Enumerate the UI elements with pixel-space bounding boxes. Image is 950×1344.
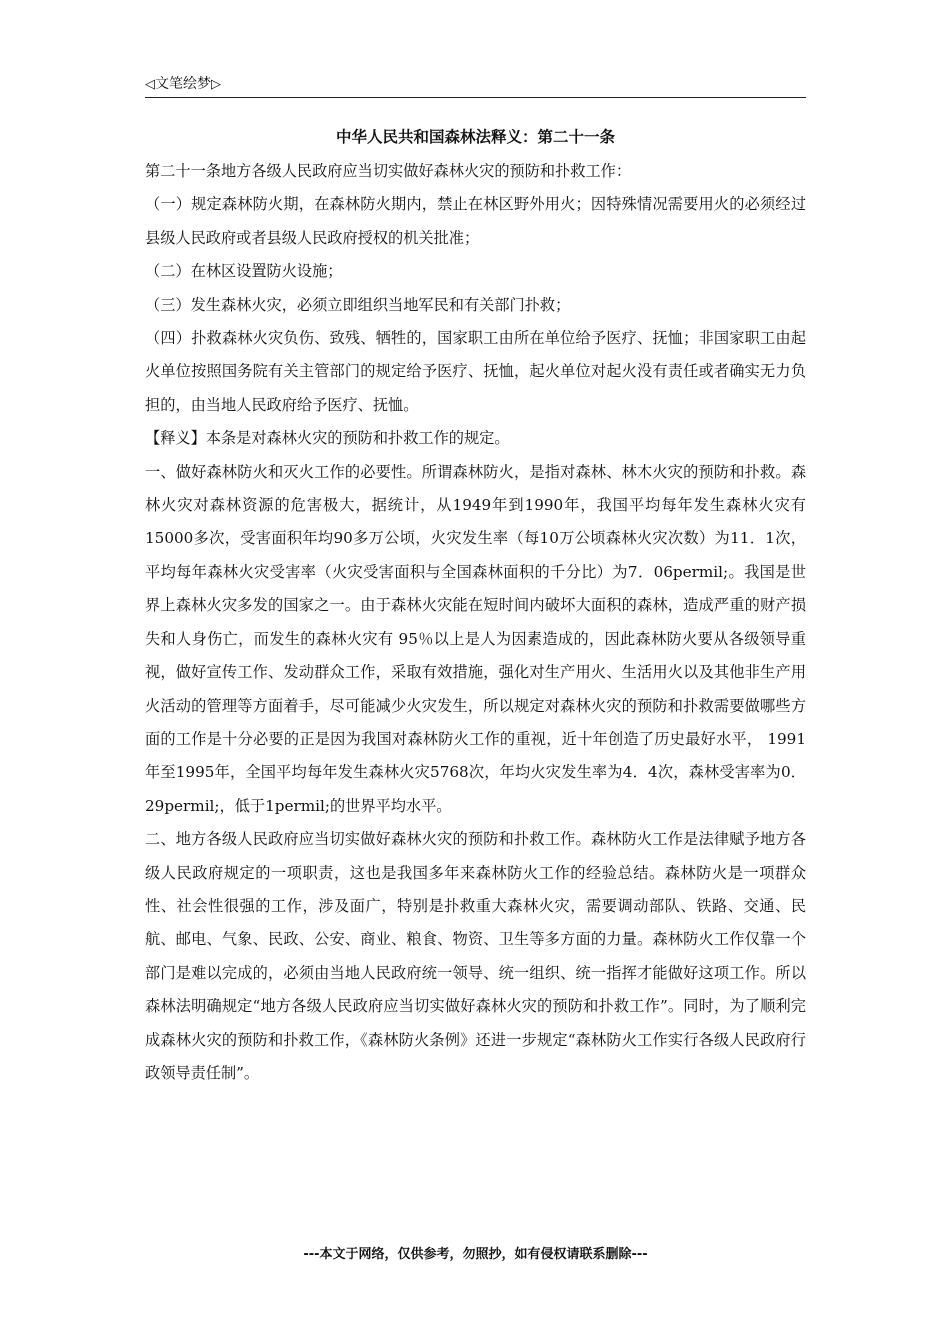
- paragraph-section-2: 二、地方各级人民政府应当切实做好森林火灾的预防和扑救工作。森林防火工作是法律赋予地方各级人民政府规定的一项职责，这也是我国多年来森林防火工作的经验总结。森林防火是一项群众性、社会性很强的工作，涉及面广，特别是扑救重大森林火灾，需要调动部队、铁路、交通、民航、邮电、气象、民政、公安、商业、粮食、物资、卫生等多方面的力量。森林防火工作仅靠一个部门是难以完成的，必须由当地人民政府统一领导、统一组织、统一指挥才能做好这项工作。所以森林法明确规定“地方各级人民政府应当切实做好森林火灾的预防和扑救工作”。同时，为了顺利完成森林火灾的预防和扑救工作，《森林防火条例》还进一步规定“森林防火工作实行各级人民政府行政领导责任制”。: [145, 830, 806, 1082]
- paragraph-item-2: （二）在林区设置防火设施；: [145, 262, 343, 281]
- left-triangle-icon: ◁: [145, 77, 155, 92]
- page-footer-notice: ---本文于网络，仅供参考，勿照抄，如有侵权请联系删除---: [303, 1247, 648, 1262]
- header-brand: 文笔绘梦: [155, 76, 211, 92]
- document-body: [145, 155, 806, 1090]
- paragraph-section-1: 一、做好森林防火和灭火工作的必要性。所谓森林防火，是指对森林、林木火灾的预防和扑救。森林火灾对森林资源的危害极大，据统计，从1949年到1990年，我国平均每年发生森林火灾有15000多次，受害面积年均90多万公顷，火灾发生率（每10万公顷森林火灾次数）为11．1次，平均每年森林火灾受害率（火灾受害面积与全国森林面积的千分比）为7．06permil;。我国是世界上森林火灾多发的国家之一。由于森林火灾能在短时间内破坏大面积的森林，造成严重的财产损失和人身伤亡，而发生的森林火灾有 95％以上是人为因素造成的，因此森林防火要从各级领导重视，做好宣传工作、发动群众工作，采取有效措施，强化对生产用火、生活用火以及其他非生产用火活动的管理等方面着手，尽可能减少火灾发生，所以规定对森林火灾的预防和扑救需要做哪些方面的工作是十分必要的正是因为我国对森林防火工作的重视，近十年创造了历史最好水平， 1991年至1995年，全国平均每年发生森林火灾5768次，年均火灾发生率为4．4次，森林受害率为0．29permil;，低于1permil;的世界平均水平。: [145, 462, 806, 815]
- paragraph-item-3: （三）发生森林火灾，必须立即组织当地军民和有关部门扑救；: [145, 295, 571, 314]
- paragraph-interpretation: 【释义】本条是对森林火灾的预防和扑救工作的规定。: [145, 429, 510, 448]
- document-title: 中华人民共和国森林法释义：第二十一条: [335, 128, 615, 146]
- page-header: [145, 73, 806, 98]
- paragraph-item-1: （一）规定森林防火期，在森林防火期内，禁止在林区野外用火；因特殊情况需要用火的必须经过县级人民政府或者县级人民政府授权的机关批准；: [145, 195, 806, 247]
- right-triangle-icon: ▷: [211, 77, 221, 92]
- paragraph-article: 第二十一条地方各级人民政府应当切实做好森林火灾的预防和扑救工作：: [145, 162, 631, 180]
- paragraph-item-4: （四）扑救森林火灾负伤、致残、牺牲的，国家职工由所在单位给予医疗、抚恤；非国家职工由起火单位按照国务院有关主管部门的规定给予医疗、抚恤，起火单位对起火没有责任或者确实无力负担的，由当地人民政府给予医疗、抚恤。: [145, 329, 806, 414]
